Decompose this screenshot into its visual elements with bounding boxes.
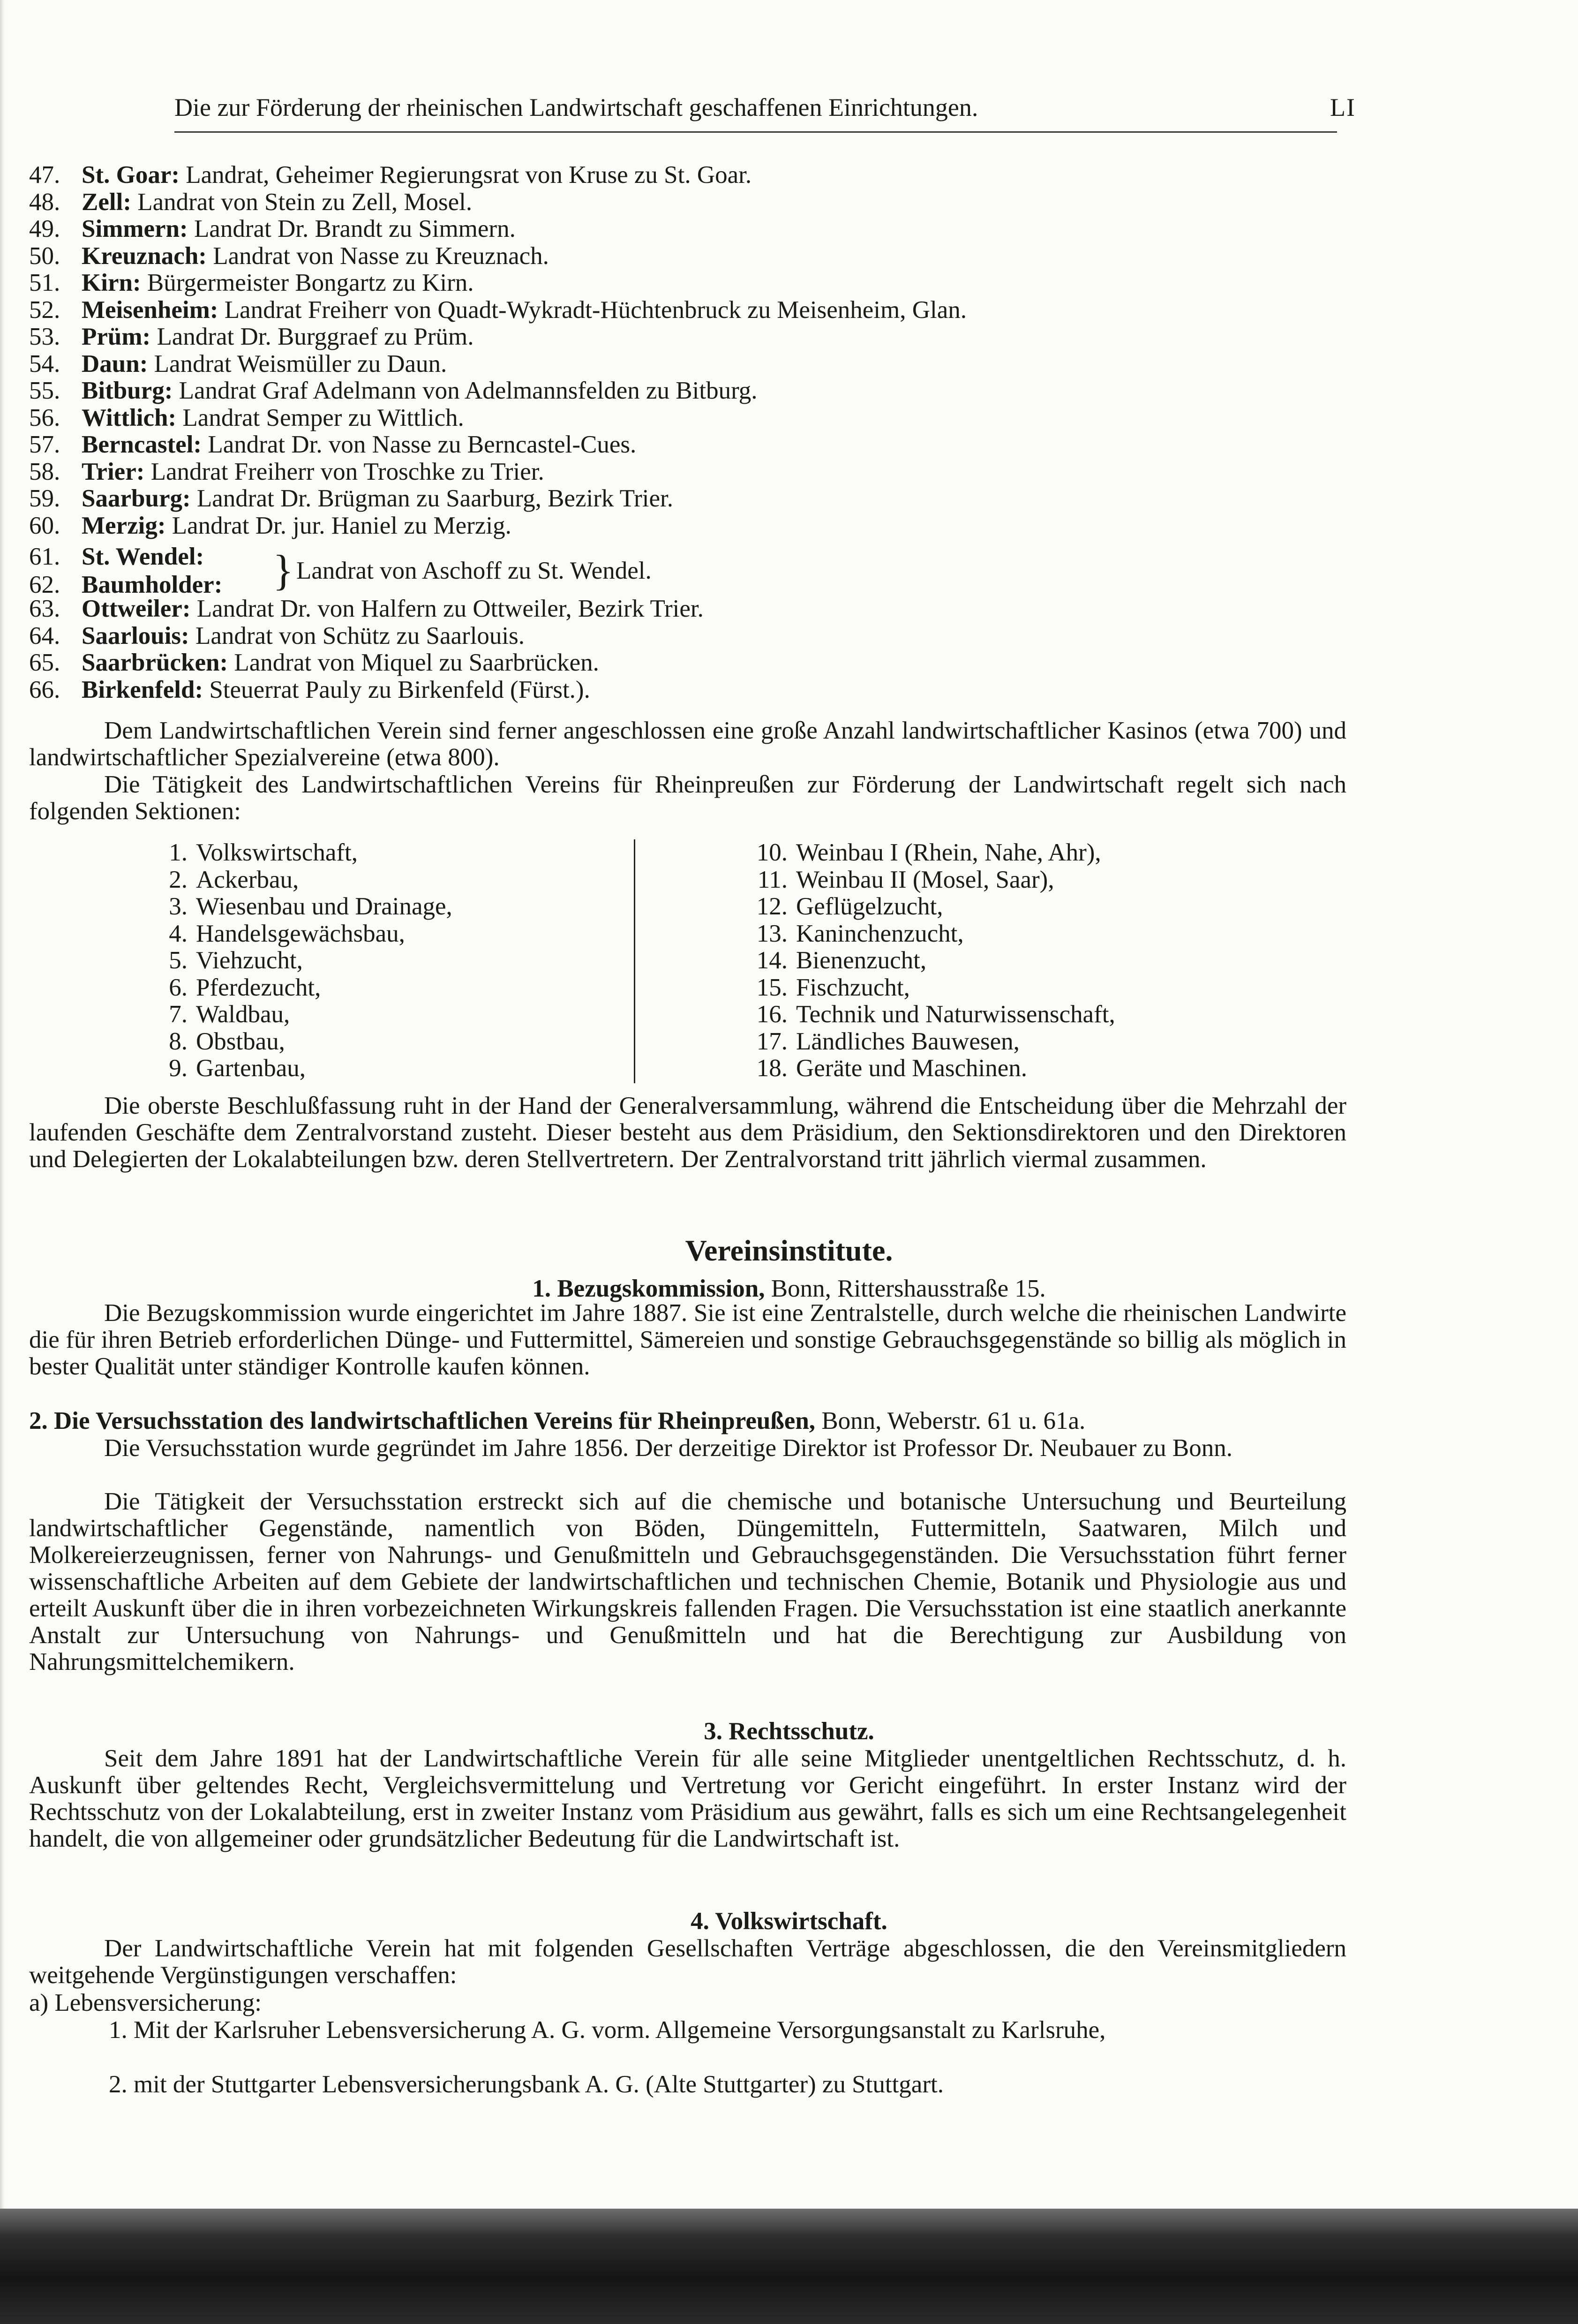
district-entry: [29, 459, 1342, 486]
district-official: Landrat Dr. von Halfern zu Ottweiler, Bezirk Trier.: [196, 595, 704, 622]
district-official: Landrat Dr. Burggraef zu Prüm.: [157, 323, 474, 350]
district-name: St. Goar:: [82, 161, 180, 189]
district-name: Daun:: [82, 350, 148, 377]
section-number: 12.: [756, 893, 788, 920]
district-name: Wittlich:: [82, 404, 177, 431]
district-list: [29, 162, 1342, 539]
district-name: Kreuznach:: [82, 242, 207, 270]
district-entry: [29, 623, 1342, 650]
district-number: 47.: [29, 161, 60, 189]
section-item: [146, 921, 452, 948]
district-official: Landrat Semper zu Wittlich.: [182, 404, 464, 431]
section-heading-vereinsinstitute: Vereinsinstitute.: [685, 1234, 893, 1267]
section-item: [146, 839, 452, 867]
district-number: 57.: [29, 431, 60, 458]
district-number: 63.: [29, 595, 60, 622]
paragraph-generalversammlung: Die oberste Beschlußfassung ruht in der Hand der Generalversammlung, während die Entscheidung über die Mehrzahl der laufenden Geschäfte dem Zentralvorstand zusteht. Dieser besteht aus dem Präsidium, den Sektionsdirektoren und den Direktoren und Delegierten der Lokalabteilungen bzw. deren Stellvertretern. Der Zentralvorstand tritt jährlich viermal zusammen.: [29, 1092, 1346, 1173]
district-entry: [29, 596, 1342, 623]
section-label: Viehzucht,: [196, 947, 303, 974]
section-item: [146, 893, 452, 921]
section-item: [146, 1028, 452, 1056]
section-number: 13.: [756, 920, 788, 947]
header-title: Die zur Förderung der rheinischen Landwirtschaft geschaffenen Einrichtungen.: [174, 93, 978, 121]
paragraph-versuchsstation-founded: Die Versuchsstation wurde gegründet im Jahre 1856. Der derzeitige Direktor ist Professor Dr. Neubauer zu Bonn.: [104, 1434, 1232, 1462]
section-label: Technik und Naturwissenschaft,: [796, 1001, 1115, 1028]
paragraph-rechtsschutz: Seit dem Jahre 1891 hat der Landwirtschaftliche Verein für alle seine Mitglieder unentgeltlichen Rechtsschutz, d. h. Auskunft über geltendes Recht, Vergleichsvermittelung und Vertretung vor Gericht eingeführt. In erster Instanz wird der Rechtsschutz von der Lokalabteilung, erst in zweiter Instanz vom Präsidium aus gewährt, falls es sich um eine Rechtsangelegenheit handelt, die von allgemeiner oder grundsätzlicher Bedeutung für die Landwirtschaft ist.: [29, 1745, 1346, 1852]
district-number: 66.: [29, 676, 60, 703]
heading-address: Bonn, Weberstr. 61 u. 61a.: [821, 1407, 1086, 1434]
section-item: [146, 1055, 452, 1082]
district-number: 48.: [29, 188, 60, 216]
subheading-bezugskommission: [0, 1275, 1578, 1303]
section-label: Waldbau,: [196, 1001, 290, 1028]
district-entry: [29, 270, 1342, 297]
district-name: St. Wendel:: [82, 543, 204, 570]
district-official: Landrat Dr. jur. Haniel zu Merzig.: [172, 512, 511, 539]
section-number: 9.: [169, 1055, 188, 1082]
section-number: 14.: [756, 947, 788, 974]
section-label: Fischzucht,: [796, 973, 910, 1001]
district-entry: [29, 189, 1342, 216]
district-name: Bitburg:: [82, 377, 173, 404]
district-number: 51.: [29, 269, 60, 296]
section-number: 2.: [169, 866, 188, 893]
district-number: 53.: [29, 323, 60, 350]
district-number: 65.: [29, 649, 60, 676]
section-item: [746, 1001, 1115, 1028]
section-item: [146, 1001, 452, 1028]
district-number: 64.: [29, 622, 60, 649]
section-label: Bienenzucht,: [796, 947, 927, 974]
subheading-volkswirtschaft: 4. Volkswirtschaft.: [691, 1908, 887, 1935]
district-official: Landrat Weismüller zu Daun.: [154, 350, 447, 377]
district-number: 59.: [29, 485, 60, 512]
district-number: 56.: [29, 404, 60, 431]
subheading-versuchsstation: [29, 1408, 1346, 1434]
district-entry: [29, 649, 1342, 677]
district-official: Landrat Freiherr von Troschke zu Trier.: [150, 458, 544, 485]
running-header: [174, 89, 1356, 133]
section-label: Ländliches Bauwesen,: [796, 1027, 1020, 1055]
district-name: Birkenfeld:: [82, 676, 203, 703]
district-name: Merzig:: [82, 512, 166, 539]
district-list-continued: [29, 596, 1342, 703]
scan-shadow-band: [0, 2209, 1578, 2324]
district-entry: [29, 513, 1342, 540]
district-official: Landrat von Schütz zu Saarlouis.: [195, 622, 525, 649]
section-item: [146, 947, 452, 974]
section-item: [746, 1055, 1115, 1082]
district-entry: [29, 324, 1342, 351]
heading-address: Bonn, Rittershausstraße 15.: [771, 1275, 1046, 1302]
section-label: Pferdezucht,: [196, 973, 321, 1001]
district-entry: [29, 351, 1342, 378]
district-entry-62: [29, 571, 222, 598]
district-name: Trier:: [82, 458, 145, 485]
district-number: 58.: [29, 458, 60, 485]
section-item: [146, 867, 452, 894]
section-label: Wiesenbau und Drainage,: [196, 893, 452, 920]
merged-district-entry: [29, 543, 1342, 599]
section-number: 6.: [169, 973, 188, 1001]
section-label: Obstbau,: [196, 1027, 285, 1055]
section-label: Weinbau II (Mosel, Saar),: [796, 866, 1054, 893]
paragraph-bezugskommission: Die Bezugskommission wurde eingerichtet im Jahre 1887. Sie ist eine Zentralstelle, durch welche die rheinischen Landwirte die für ihren Betrieb erforderlichen Dünge- und Futtermittel, Sämereien und sonstige Gebrauchsgegenstände so billig als möglich in bester Qualität unter ständiger Kontrolle kaufen können.: [29, 1299, 1346, 1380]
heading-bold: 2. Die Versuchsstation des landwirtschaftlichen Vereins für Rheinpreußen,: [29, 1407, 816, 1434]
district-name: Meisenheim:: [82, 296, 218, 324]
sections-table: [29, 839, 1346, 1083]
district-number: 55.: [29, 377, 60, 404]
section-label: Geflügelzucht,: [796, 893, 943, 920]
district-entry: [29, 431, 1342, 459]
district-official: Landrat, Geheimer Regierungsrat von Kruse zu St. Goar.: [186, 161, 752, 189]
district-number: 49.: [29, 215, 60, 242]
district-name: Saarburg:: [82, 485, 191, 512]
district-number: 54.: [29, 350, 60, 377]
section-number: 4.: [169, 920, 188, 947]
district-name: Ottweiler:: [82, 595, 191, 622]
district-official: Landrat von Nasse zu Kreuznach.: [213, 242, 549, 270]
list-heading-lebensversicherung: a) Lebensversicherung:: [29, 1989, 262, 2016]
section-number: 1.: [169, 839, 188, 866]
section-item: [746, 921, 1115, 948]
district-official: Landrat Dr. von Nasse zu Berncastel-Cues.: [208, 431, 637, 458]
district-entry: [29, 677, 1342, 704]
district-number: 50.: [29, 242, 60, 270]
section-item: [146, 974, 452, 1002]
section-label: Geräte und Maschinen.: [796, 1055, 1028, 1082]
section-number: 7.: [169, 1001, 188, 1028]
section-number: 10.: [756, 839, 788, 866]
section-number: 11.: [757, 866, 788, 893]
list-item-karlsruher: 1. Mit der Karlsruher Lebensversicherung A. G. vorm. Allgemeine Versorgungsanstalt zu Karlsruhe,: [109, 2016, 1106, 2044]
district-entry: [29, 243, 1342, 270]
section-item: [746, 839, 1115, 867]
district-name: Saarbrücken:: [82, 649, 228, 676]
paragraph-sektionen: Die Tätigkeit des Landwirtschaftlichen Vereins für Rheinpreußen zur Förderung der Landwirtschaft regelt sich nach folgenden Sektionen:: [29, 771, 1346, 825]
district-official: Landrat von Aschoff zu St. Wendel.: [296, 557, 652, 584]
district-name: Berncastel:: [82, 431, 202, 458]
district-official: Landrat von Miquel zu Saarbrücken.: [234, 649, 599, 676]
district-official: Landrat von Stein zu Zell, Mosel.: [137, 188, 473, 216]
paragraph-kasinos: Dem Landwirtschaftlichen Verein sind ferner angeschlossen eine große Anzahl landwirtschaftlicher Kasinos (etwa 700) und landwirtschaftlicher Spezialvereine (etwa 800).: [29, 717, 1346, 771]
district-number: 62.: [29, 571, 60, 598]
paragraph-versuchsstation-activity: Die Tätigkeit der Versuchsstation erstreckt sich auf die chemische und botanische Untersuchung und Beurteilung landwirtschaftlicher Gegenstände, namentlich von Böden, Düngemitteln, Futtermitteln, Saatwaren, Milch und Molkereierzeugnissen, ferner von Nahrungs- und Genußmitteln und Gebrauchsgegenständen. Die Versuchsstation führt ferner wissenschaftliche Arbeiten auf dem Gebiete der landwirtschaftlichen und technischen Chemie, Botanik und Physiologie aus und erteilt Auskunft über die in ihren vorbezeichneten Wirkungskreis fallenden Fragen. Die Versuchsstation ist eine staatlich anerkannte Anstalt zur Untersuchung von Nahrungs- und Genußmitteln und hat die Berechtigung zur Ausbildung von Nahrungsmittelchemikern.: [29, 1488, 1346, 1675]
district-entry: [29, 405, 1342, 432]
page-number: LI: [1330, 93, 1356, 121]
section-number: 16.: [756, 1001, 788, 1028]
list-item-stuttgarter: 2. mit der Stuttgarter Lebensversicherungsbank A. G. (Alte Stuttgarter) zu Stuttgart.: [109, 2071, 944, 2098]
district-entry: [29, 377, 1342, 405]
section-item: [746, 947, 1115, 974]
subheading-rechtsschutz: 3. Rechtsschutz.: [704, 1718, 874, 1745]
scan-edge: [0, 0, 5, 2209]
section-number: 5.: [169, 947, 188, 974]
district-entry: [29, 297, 1342, 324]
section-label: Handelsgewächsbau,: [196, 920, 405, 947]
sections-column-left: [146, 839, 452, 1082]
district-official: Landrat Freiherr von Quadt-Wykradt-Hüchtenbruck zu Meisenheim, Glan.: [224, 296, 967, 324]
district-entry: [29, 485, 1342, 513]
district-number: 61.: [29, 543, 60, 570]
section-number: 18.: [756, 1055, 788, 1082]
district-entry-61: [29, 543, 204, 570]
district-name: Baumholder:: [82, 571, 223, 598]
section-item: [746, 867, 1115, 894]
section-item: [746, 893, 1115, 921]
district-name: Saarlouis:: [82, 622, 189, 649]
section-label: Weinbau I (Rhein, Nahe, Ahr),: [796, 839, 1101, 866]
paragraph-volkswirtschaft: Der Landwirtschaftliche Verein hat mit folgenden Gesellschaften Verträge abgeschlossen, die den Vereinsmitgliedern weitgehende Vergünstigungen verschaffen:: [29, 1935, 1346, 1989]
section-item: [746, 1028, 1115, 1056]
column-divider: [634, 839, 635, 1083]
district-entry: [29, 162, 1342, 189]
section-label: Kaninchenzucht,: [796, 920, 964, 947]
section-label: Volkswirtschaft,: [196, 839, 358, 866]
district-name: Zell:: [82, 188, 131, 216]
section-number: 15.: [756, 973, 788, 1001]
brace-symbol: }: [273, 546, 294, 594]
district-official: Landrat Dr. Brandt zu Simmern.: [194, 215, 516, 242]
district-number: 52.: [29, 296, 60, 324]
section-label: Ackerbau,: [196, 866, 299, 893]
section-number: 3.: [169, 893, 188, 920]
section-label: Gartenbau,: [196, 1055, 306, 1082]
district-official: Bürgermeister Bongartz zu Kirn.: [147, 269, 474, 296]
district-name: Kirn:: [82, 269, 141, 296]
district-entry: [29, 216, 1342, 243]
section-item: [746, 974, 1115, 1002]
sections-column-right: [746, 839, 1115, 1082]
district-official: Landrat Graf Adelmann von Adelmannsfelden zu Bitburg.: [179, 377, 758, 404]
district-number: 60.: [29, 512, 60, 539]
section-number: 8.: [169, 1027, 188, 1055]
district-official: Landrat Dr. Brügman zu Saarburg, Bezirk Trier.: [196, 485, 674, 512]
section-number: 17.: [756, 1027, 788, 1055]
district-official: Steuerrat Pauly zu Birkenfeld (Fürst.).: [209, 676, 590, 703]
district-name: Prüm:: [82, 323, 151, 350]
heading-bold: 1. Bezugskommission,: [532, 1275, 765, 1302]
district-name: Simmern:: [82, 215, 188, 242]
